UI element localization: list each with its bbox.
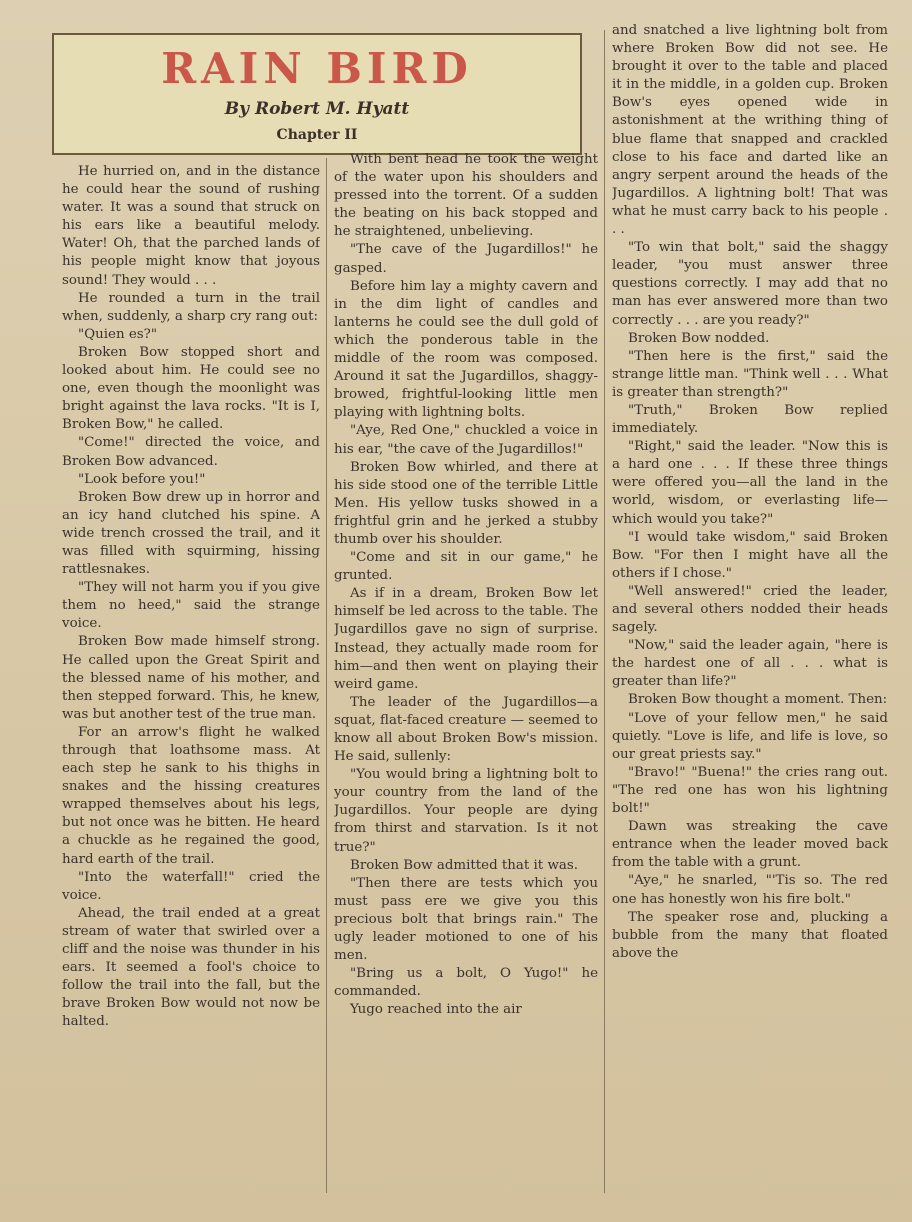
- paragraph: "Well answered!" cried the leader, and several others nodded their heads sagely.: [612, 583, 888, 636]
- paragraph: "Bring us a bolt, O Yugo!" he commanded.: [334, 966, 598, 1000]
- paragraph: "Then here is the first," said the strange little man. "Think well . . . What is greater than strength?": [612, 348, 888, 400]
- paragraph: "Look before you!": [78, 471, 206, 487]
- paragraph: "You would bring a lightning bolt to your country from the land of the Jugardillos. Your people are dying from thirst and starvation. Is it not true?": [334, 767, 598, 855]
- paragraph: "Into the waterfall!" cried the voice.: [62, 869, 320, 903]
- byline: By Robert M. Hyatt: [224, 99, 410, 119]
- paragraph: Broken Bow made himself strong. He called upon the Great Spirit and the blessed name of his mother, and then stepped forward. This, he knew, was but another test of the true man.: [62, 634, 320, 722]
- paragraph: "Now," said the leader again, "here is the hardest one of all . . . what is greater than life?": [612, 638, 888, 690]
- paragraph: Broken Bow stopped short and looked about him. He could see no one, even though the moonlight was bright against the lava rocks. "It is I, Broken Bow," he called.: [62, 344, 320, 433]
- paragraph: He hurried on, and in the distance he could hear the sound of rushing water. It was a sound that struck on his ears like a beautiful melody. Water! Oh, that the parched lands of his people might know that joyous sound! They would . . .: [62, 164, 320, 288]
- paragraph: "Quien es?": [78, 326, 157, 342]
- paragraph: He rounded a turn in the trail when, suddenly, a sharp cry rang out:: [62, 290, 320, 324]
- paragraph: Yugo reached into the air: [350, 1002, 522, 1018]
- paragraph: Ahead, the trail ended at a great stream of water that swirled over a cliff and the noise was thunder in his ears. It seemed a fool's choice to follow the trail into the fall, but the brave Broken Bow would not now be halted.: [62, 905, 320, 1030]
- chapter-label: Chapter II: [276, 127, 358, 143]
- paragraph: "Truth," Broken Bow replied immediately.: [612, 402, 888, 437]
- story-title: RAIN BIRD: [161, 44, 473, 93]
- paragraph: For an arrow's flight he walked through that loathsome mass. At each step he sank to his thighs in snakes and the hissing creatures wrapped themselves about his legs, but not once was he bitten. He heard a chuckle as he regained the good, hard earth of the trail.: [62, 724, 320, 867]
- column-rule: [326, 158, 327, 1193]
- paragraph: Broken Bow nodded.: [628, 330, 770, 346]
- paragraph: "Come and sit in our game," he grunted.: [334, 550, 598, 584]
- paragraph: "Love of your fellow men," he said quietly. "Love is life, and life is love, so our great priests say.": [612, 710, 888, 762]
- paragraph: The speaker rose and, plucking a bubble from the many that floated above the: [612, 909, 888, 961]
- title-box: [52, 33, 582, 155]
- paragraph: "Aye," he snarled, "'Tis so. The red one has honestly won his fire bolt.": [612, 873, 888, 907]
- text-column-2: [334, 151, 598, 1198]
- paragraph: Before him lay a mighty cavern and in the dim light of candles and lanterns he could see the dull gold of which the ponderous table in the middle of the room was composed. Around it sat the Jugardillos, shaggy-browed, frightful-looking little men playing with lightning bolts.: [334, 278, 598, 421]
- paragraph: "Aye, Red One," chuckled a voice in his ear, "the cave of the Jugardillos!": [334, 423, 598, 457]
- paragraph: "Then there are tests which you must pass ere we give you this precious bolt that brings rain." The ugly leader motioned to one of his men.: [334, 875, 598, 964]
- paragraph: and snatched a live lightning bolt from where Broken Bow did not see. He brought it over to the table and placed it in the middle, in a golden cup. Broken Bow's eyes opened wide in astonishment at the writhing thing of blue flame that snapped and crackled close to his face and darted like an angry serpent around the heads of the Jugardillos. A lightning bolt! That was what he must carry back to his people . . .: [612, 23, 888, 238]
- paragraph: Broken Bow drew up in horror and an icy hand clutched his spine. A wide trench crossed the trail, and it was filled with squirming, hissing rattlesnakes.: [62, 489, 320, 578]
- paragraph: The leader of the Jugardillos—a squat, flat-faced creature — seemed to know all about Broken Bow's mission. He said, sullenly:: [334, 694, 598, 765]
- column-rule: [604, 30, 605, 1193]
- paragraph: Broken Bow whirled, and there at his side stood one of the terrible Little Men. His yellow tusks showed in a frightful grin and he jerked a stubby thumb over his shoulder.: [334, 459, 598, 547]
- paragraph: "I would take wisdom," said Broken Bow. "For then I might have all the others if I chose.": [612, 529, 888, 581]
- text-column-1: [62, 163, 320, 1198]
- paragraph: As if in a dream, Broken Bow let himself be led across to the table. The Jugardillos gave no sign of surprise. Instead, they actually made room for him—and then went on playing their weird game.: [334, 586, 598, 692]
- paragraph: Broken Bow admitted that it was.: [350, 857, 579, 873]
- paragraph: "Bravo!" "Buena!" the cries rang out. "The red one has won his lightning bolt!": [612, 764, 888, 817]
- paragraph: With bent head he took the weight of the water upon his shoulders and pressed into the torrent. Of a sudden the beating on his back stopped and he straightened, unbelieving.: [334, 152, 598, 240]
- paragraph: Broken Bow thought a moment. Then:: [628, 692, 888, 708]
- paragraph: "To win that bolt," said the shaggy leader, "you must answer three questions correctly. I may add that no man has ever answered more than two correctly . . . are you ready?": [612, 240, 888, 328]
- text-column-3: [612, 22, 888, 1192]
- paragraph: "Come!" directed the voice, and Broken Bow advanced.: [62, 435, 320, 469]
- paragraph: "Right," said the leader. "Now this is a hard one . . . If these three things were offered you—all the land in the world, wisdom, or everlasting life—which would you take?": [612, 439, 888, 527]
- paragraph: "The cave of the Jugardillos!" he gasped.: [334, 242, 598, 276]
- paragraph: Dawn was streaking the cave entrance when the leader moved back from the table with a grunt.: [612, 819, 888, 871]
- paragraph: "They will not harm you if you give them no heed," said the strange voice.: [62, 580, 320, 632]
